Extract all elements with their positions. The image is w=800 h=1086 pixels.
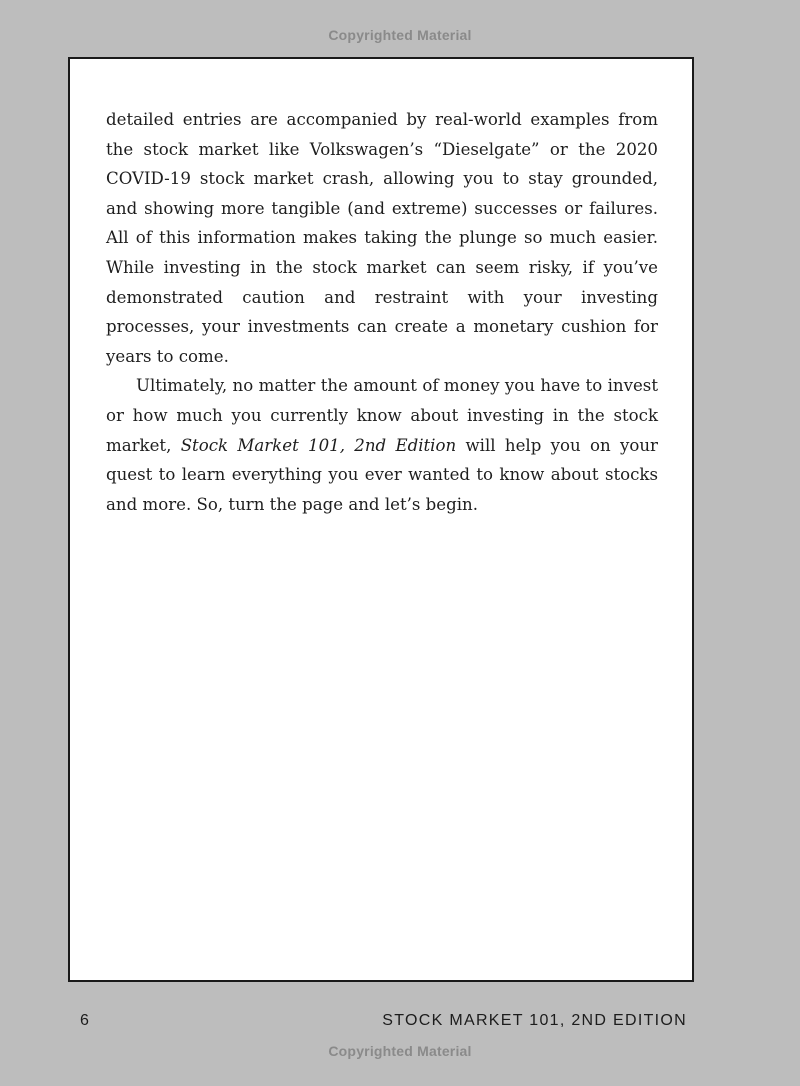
paragraph-1: detailed entries are accompanied by real-world examples from the stock market like Volkswagen’s “Dieselgate” or the 2020 COVID-19 stock market crash, allowing you to stay grounded, and showing more tangible (and extreme) successes or failures. All of this information makes taking the plunge so much easier. While investing in the stock market can seem risky, if you’ve demonstrated caution and restraint with your investing processes, your investments can create a monetary cushion for years to come. xyxy=(106,110,658,366)
paragraph-2 xyxy=(106,371,658,519)
running-title: STOCK MARKET 101, 2ND EDITION xyxy=(382,1012,687,1029)
page-number: 6 xyxy=(80,1012,89,1029)
copyright-watermark-bottom: Copyrighted Material xyxy=(328,1043,472,1059)
book-page xyxy=(68,57,694,982)
copyright-watermark-top: Copyrighted Material xyxy=(328,27,472,43)
paragraph-2-start: Ultimately, no matter the amount of money you have to invest or how much you currently know about investing in the stock market, xyxy=(106,376,658,455)
body-text xyxy=(106,105,658,519)
book-title-italic: Stock Market 101, 2nd Edition xyxy=(180,435,457,455)
paragraph-2-end: will help you on your quest to learn everything you ever wanted to know about stocks and more. So, turn the page and let’s begin. xyxy=(106,435,658,514)
